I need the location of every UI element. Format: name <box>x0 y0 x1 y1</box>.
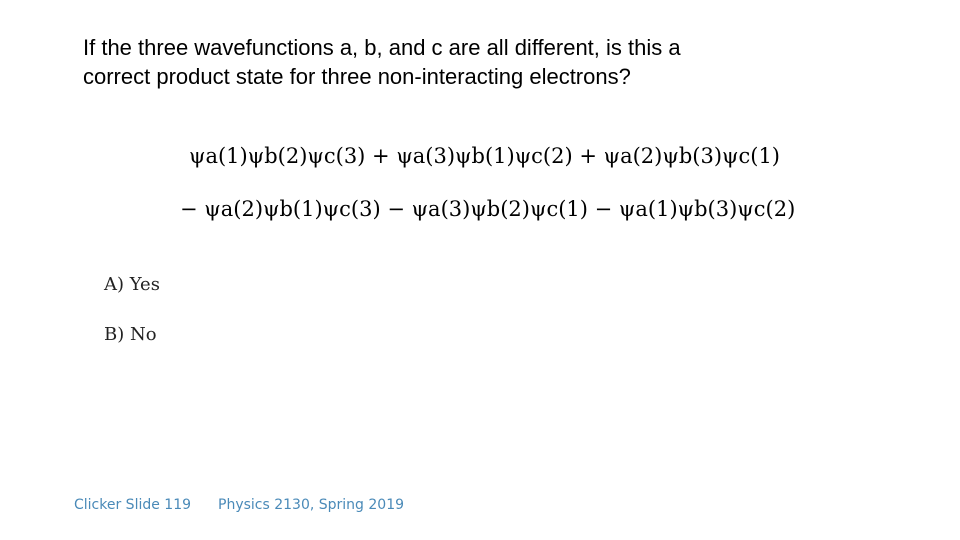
footer-course-label: Physics 2130, Spring 2019 <box>218 497 405 513</box>
equation-line-2: − ψa(2)ψb(1)ψc(3) − ψa(3)ψb(2)ψc(1) − ψa(1)ψb(3)ψc(2) <box>180 197 796 221</box>
footer-slide-label: Clicker Slide 119 <box>74 497 192 513</box>
choice-b: B) No <box>104 324 157 345</box>
equation-line-1: ψa(1)ψb(2)ψc(3) + ψa(3)ψb(1)ψc(2) + ψa(2)ψb(3)ψc(1) <box>189 144 780 168</box>
question-text: If the three wavefunctions a, b, and c are all different, is this a correct product state for three non-interacting electrons? <box>83 35 681 89</box>
choice-a: A) Yes <box>104 274 160 295</box>
